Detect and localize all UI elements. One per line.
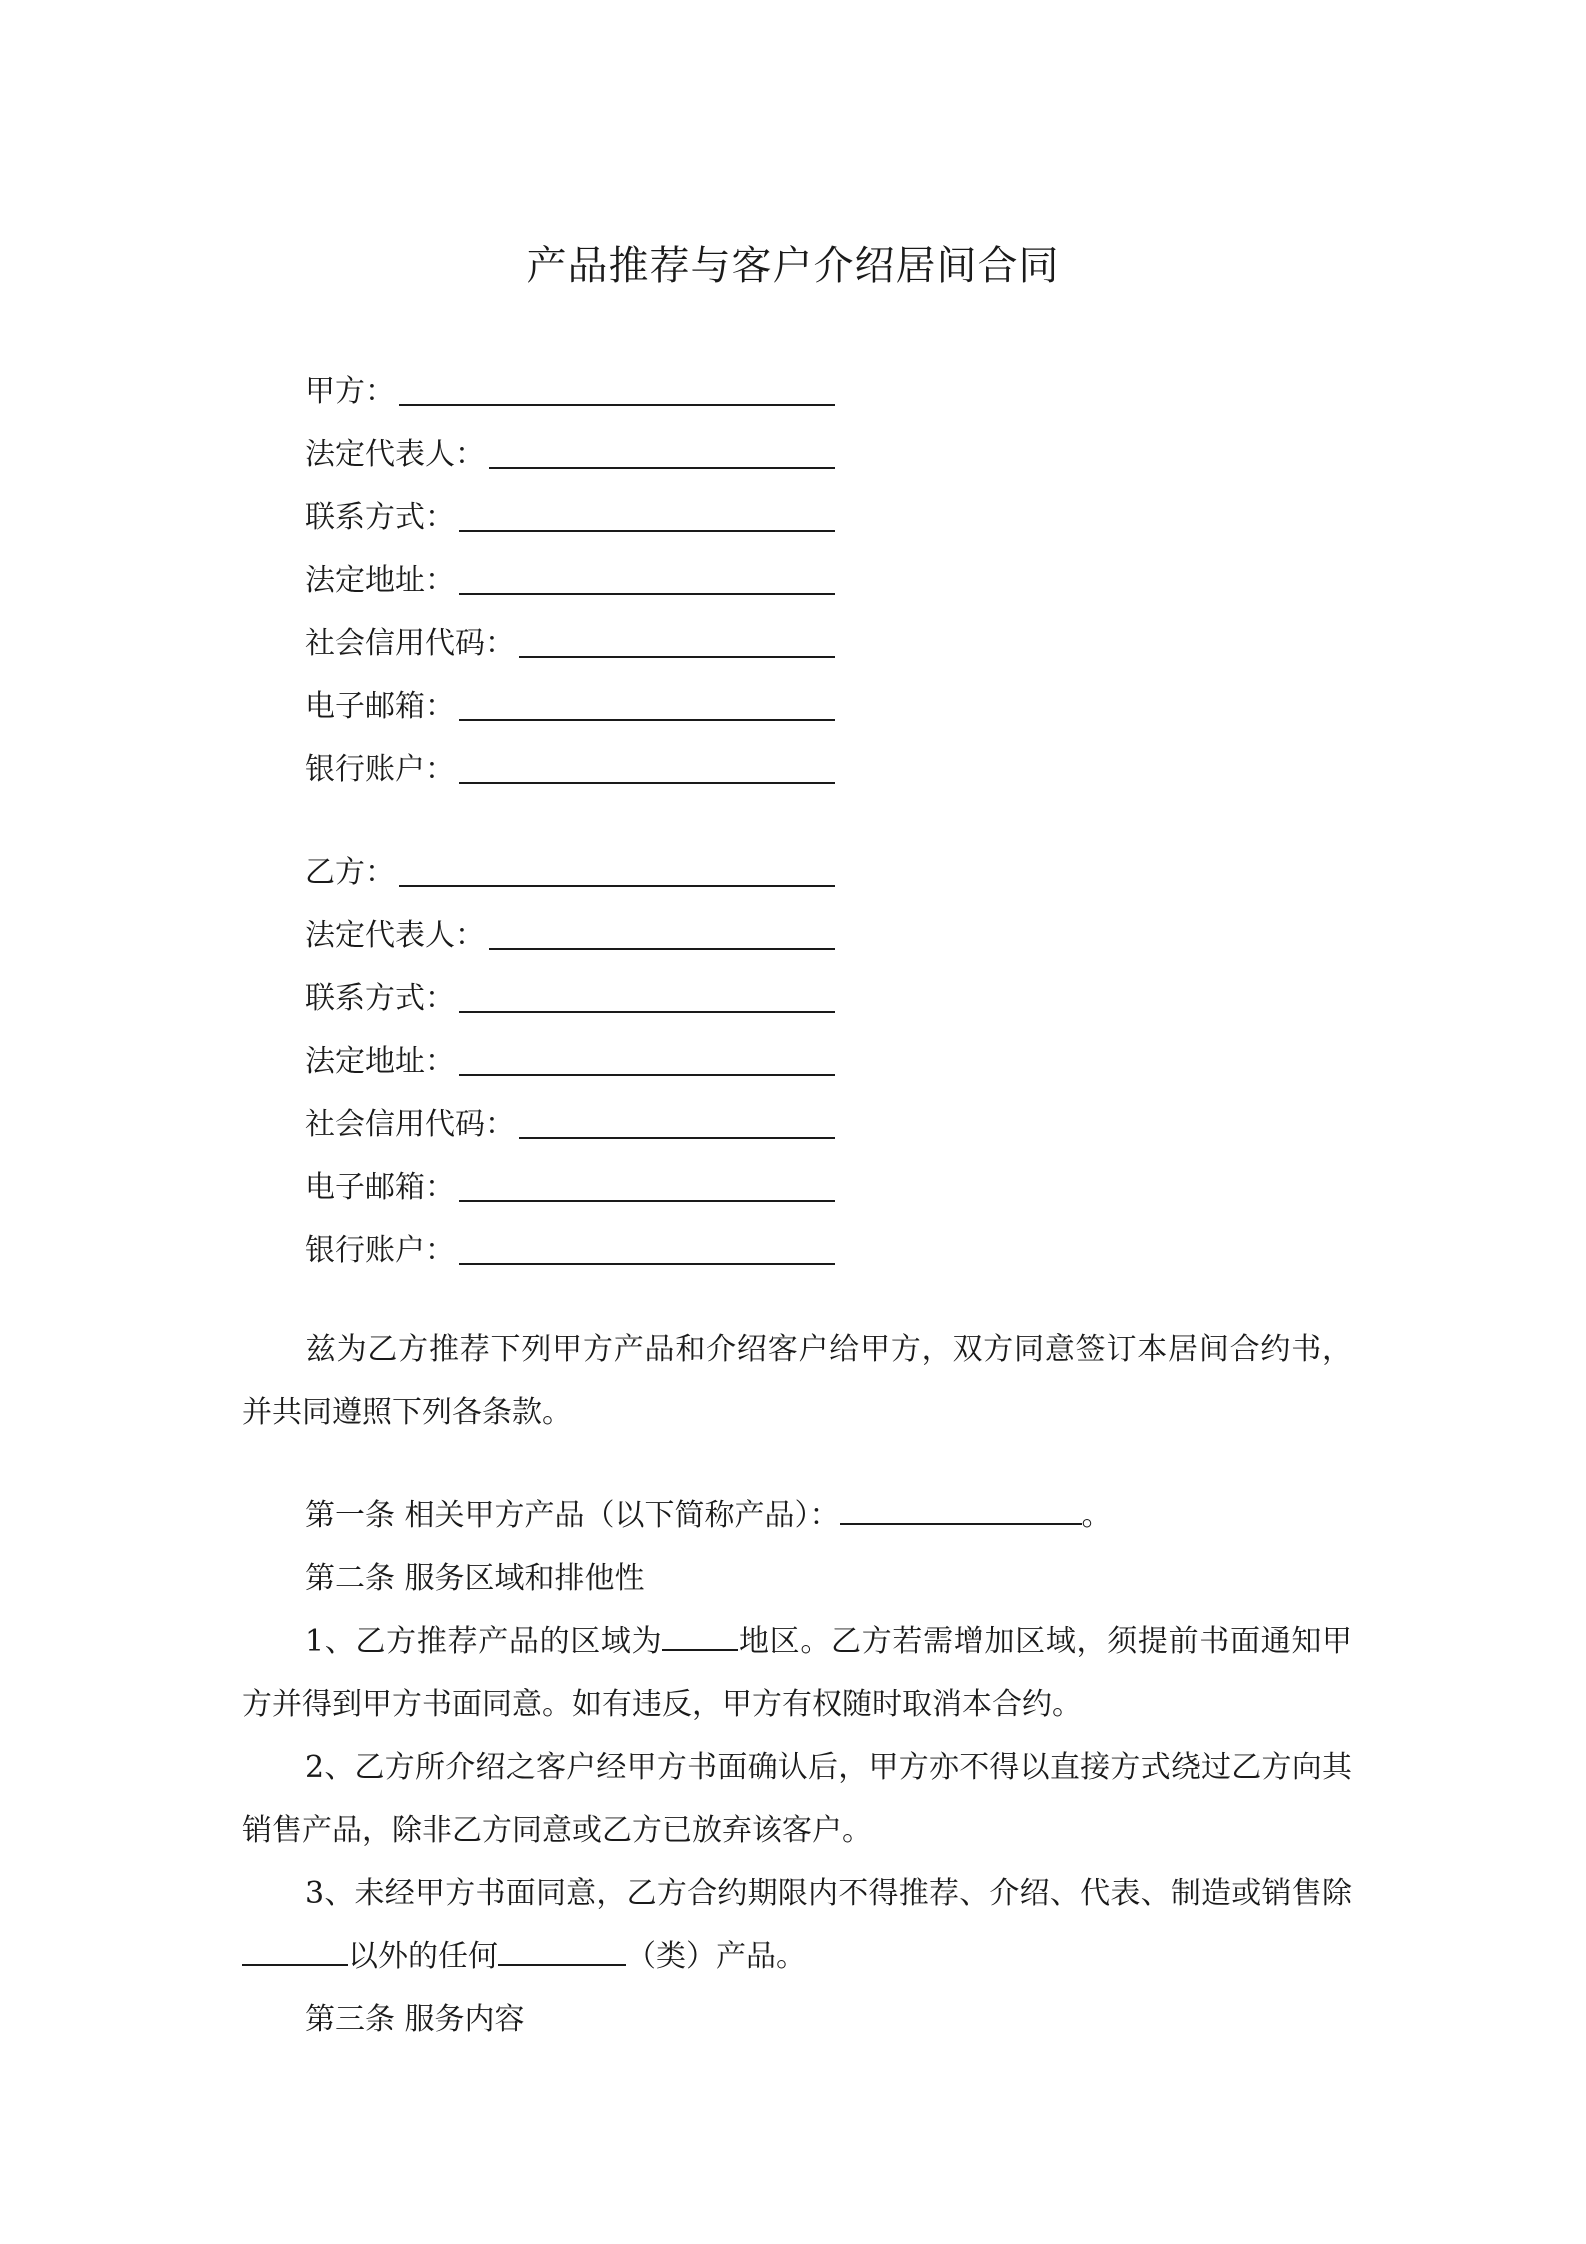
fill-in-line[interactable] xyxy=(459,742,835,784)
party-b-contact-field xyxy=(305,958,835,1021)
clause-1-text-a: 1、乙方推荐产品的区域为 xyxy=(305,1624,663,1659)
party-b-bank-account-field xyxy=(305,1210,835,1273)
clause-1 xyxy=(242,1610,1352,1736)
preamble-paragraph xyxy=(242,1318,1352,1444)
party-b-email-field xyxy=(305,1147,835,1210)
product-exception-blank[interactable] xyxy=(242,1936,348,1966)
fill-in-line[interactable] xyxy=(519,1097,835,1139)
field-label: 乙方： xyxy=(305,855,395,890)
field-label: 社会信用代码： xyxy=(305,626,515,661)
party-b-name-field xyxy=(305,832,835,895)
party-b-credit-code-field xyxy=(305,1084,835,1147)
clause-3-text-b: 以外的任何 xyxy=(348,1939,498,1974)
field-label: 法定代表人： xyxy=(305,918,485,953)
region-blank[interactable] xyxy=(662,1621,738,1651)
party-a-bank-account-field xyxy=(305,729,835,792)
product-blank[interactable] xyxy=(840,1495,1082,1525)
clause-2 xyxy=(242,1736,1352,1862)
fill-in-line[interactable] xyxy=(399,364,835,406)
article-3-heading xyxy=(242,1988,1352,2051)
fill-in-line[interactable] xyxy=(519,616,835,658)
article-2-heading xyxy=(242,1547,1352,1610)
field-label: 银行账户： xyxy=(305,1233,455,1268)
clause-1-text-b: 地区。乙方若需增加区域，须提前书面通知甲方并得到甲方书面同意。如有违反，甲方有权随时取消本合约。 xyxy=(242,1624,1353,1722)
field-label: 电子邮箱： xyxy=(305,689,455,724)
field-label: 法定地址： xyxy=(305,1044,455,1079)
party-a-contact-field xyxy=(305,477,835,540)
party-a-address-field xyxy=(305,540,835,603)
field-label: 法定代表人： xyxy=(305,437,485,472)
fill-in-line[interactable] xyxy=(459,1160,835,1202)
field-label: 银行账户： xyxy=(305,752,455,787)
fill-in-line[interactable] xyxy=(459,553,835,595)
article-1-text: 第一条 相关甲方产品（以下简称产品）： xyxy=(305,1498,840,1533)
clause-3-text-a: 3、未经甲方书面同意，乙方合约期限内不得推荐、介绍、代表、制造或销售除 xyxy=(305,1876,1352,1911)
fill-in-line[interactable] xyxy=(459,1223,835,1265)
fill-in-line[interactable] xyxy=(489,427,835,469)
party-b-address-field xyxy=(305,1021,835,1084)
product-category-blank[interactable] xyxy=(498,1936,626,1966)
fill-in-line[interactable] xyxy=(459,679,835,721)
party-b-legal-rep-field xyxy=(305,895,835,958)
document-title: 产品推荐与客户介绍居间合同 xyxy=(526,243,1060,289)
field-label: 法定地址： xyxy=(305,563,455,598)
fill-in-line[interactable] xyxy=(459,490,835,532)
fill-in-line[interactable] xyxy=(459,971,835,1013)
clause-3 xyxy=(242,1862,1352,1988)
field-label: 社会信用代码： xyxy=(305,1107,515,1142)
fill-in-line[interactable] xyxy=(459,1034,835,1076)
article-2-title: 第二条 服务区域和排他性 xyxy=(305,1561,645,1596)
field-label: 联系方式： xyxy=(305,500,455,535)
preamble-text: 兹为乙方推荐下列甲方产品和介绍客户给甲方，双方同意签订本居间合约书，并共同遵照下列各条款。 xyxy=(242,1332,1352,1430)
article-1 xyxy=(242,1484,1352,1547)
field-label: 联系方式： xyxy=(305,981,455,1016)
party-a-credit-code-field xyxy=(305,603,835,666)
field-label: 甲方： xyxy=(305,374,395,409)
article-1-end: 。 xyxy=(1081,1498,1112,1533)
party-a-name-field xyxy=(305,351,835,414)
party-a-email-field xyxy=(305,666,835,729)
fill-in-line[interactable] xyxy=(489,908,835,950)
fill-in-line[interactable] xyxy=(399,845,835,887)
party-b-block xyxy=(305,832,835,1273)
article-3-title: 第三条 服务内容 xyxy=(305,2002,525,2037)
field-label: 电子邮箱： xyxy=(305,1170,455,1205)
party-a-block xyxy=(305,351,835,792)
clause-3-text-c: （类）产品。 xyxy=(626,1939,806,1974)
clause-2-text: 2、乙方所介绍之客户经甲方书面确认后，甲方亦不得以直接方式绕过乙方向其销售产品，除非乙方同意或乙方已放弃该客户。 xyxy=(242,1750,1352,1848)
party-a-legal-rep-field xyxy=(305,414,835,477)
